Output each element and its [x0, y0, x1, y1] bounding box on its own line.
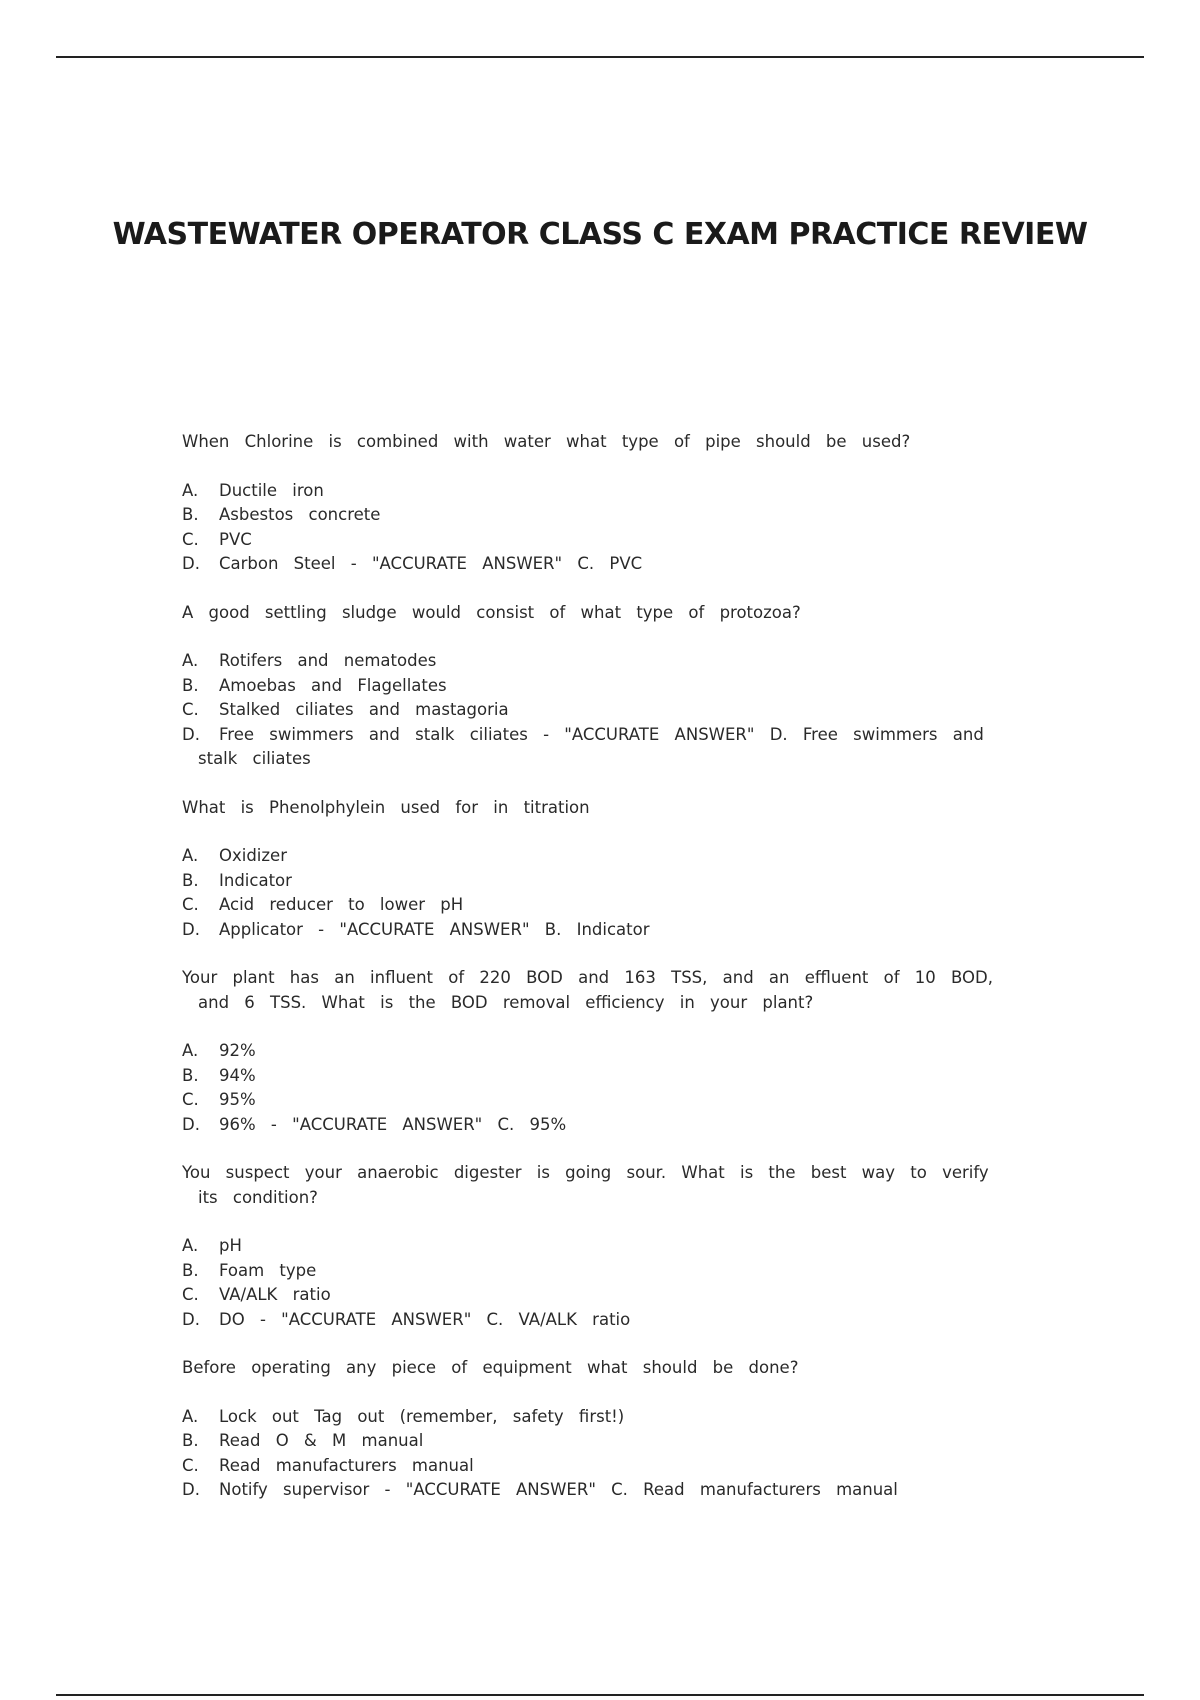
question-4-options — [182, 1039, 1012, 1137]
option-a: A. Ductile iron — [182, 480, 324, 500]
question-3-options — [182, 844, 1012, 942]
question-3: What is Phenolphylein used for in titration — [182, 797, 590, 817]
option-d: D. Carbon Steel - "ACCURATE ANSWER" C. PVC — [182, 554, 643, 573]
option-a: A. Lock out Tag out (remember, safety first!) — [182, 1406, 625, 1426]
option-a: A. Rotifers and nematodes — [182, 651, 437, 670]
question-6-options — [182, 1405, 1012, 1503]
document-title: WASTEWATER OPERATOR CLASS C EXAM PRACTICE REVIEW — [112, 217, 1088, 253]
question-1: When Chlorine is combined with water what type of pipe should be used? — [182, 432, 911, 451]
question-2: A good settling sludge would consist of what type of protozoa? — [182, 602, 801, 622]
question-4: Your plant has an influent of 220 BOD and 163 TSS, and an effluent of 10 BOD, and 6 TSS. What is the BOD removal efficiency in your plant? — [182, 968, 993, 1012]
question-list — [182, 430, 1012, 1527]
option-b: B. Read O & M manual — [182, 1431, 424, 1450]
option-d: D. Applicator - "ACCURATE ANSWER" B. Indicator — [182, 919, 650, 939]
option-b: B. Indicator — [182, 870, 292, 890]
question-2-options — [182, 649, 1012, 772]
question-1-options — [182, 479, 1012, 577]
option-c: C. Stalked ciliates and mastagoria — [182, 700, 509, 719]
option-b: B. Asbestos concrete — [182, 505, 381, 524]
top-rule — [56, 56, 1144, 58]
option-a: A. pH — [182, 1236, 242, 1255]
option-a: A. 92% — [182, 1041, 256, 1060]
option-d: D. 96% - "ACCURATE ANSWER" C. 95% — [182, 1114, 567, 1134]
option-b: B. 94% — [182, 1065, 256, 1085]
option-b: B. Foam type — [182, 1260, 317, 1280]
option-d: D. DO - "ACCURATE ANSWER" C. VA/ALK ratio — [182, 1309, 631, 1329]
option-a: A. Oxidizer — [182, 846, 287, 865]
bottom-rule — [56, 1694, 1144, 1696]
option-c: C. Acid reducer to lower pH — [182, 895, 464, 914]
option-c: C. Read manufacturers manual — [182, 1455, 474, 1475]
option-b: B. Amoebas and Flagellates — [182, 675, 447, 695]
question-6: Before operating any piece of equipment what should be done? — [182, 1358, 799, 1377]
option-c: C. VA/ALK ratio — [182, 1285, 331, 1304]
option-d: D. Notify supervisor - "ACCURATE ANSWER" C. Read manufacturers manual — [182, 1480, 898, 1499]
option-c: C. 95% — [182, 1090, 256, 1109]
option-d: D. Free swimmers and stalk ciliates - "ACCURATE ANSWER" D. Free swimmers and stalk ciliates — [182, 724, 984, 768]
question-5: You suspect your anaerobic digester is going sour. What is the best way to verify its condition? — [182, 1163, 989, 1207]
question-5-options — [182, 1234, 1012, 1332]
option-c: C. PVC — [182, 529, 252, 549]
